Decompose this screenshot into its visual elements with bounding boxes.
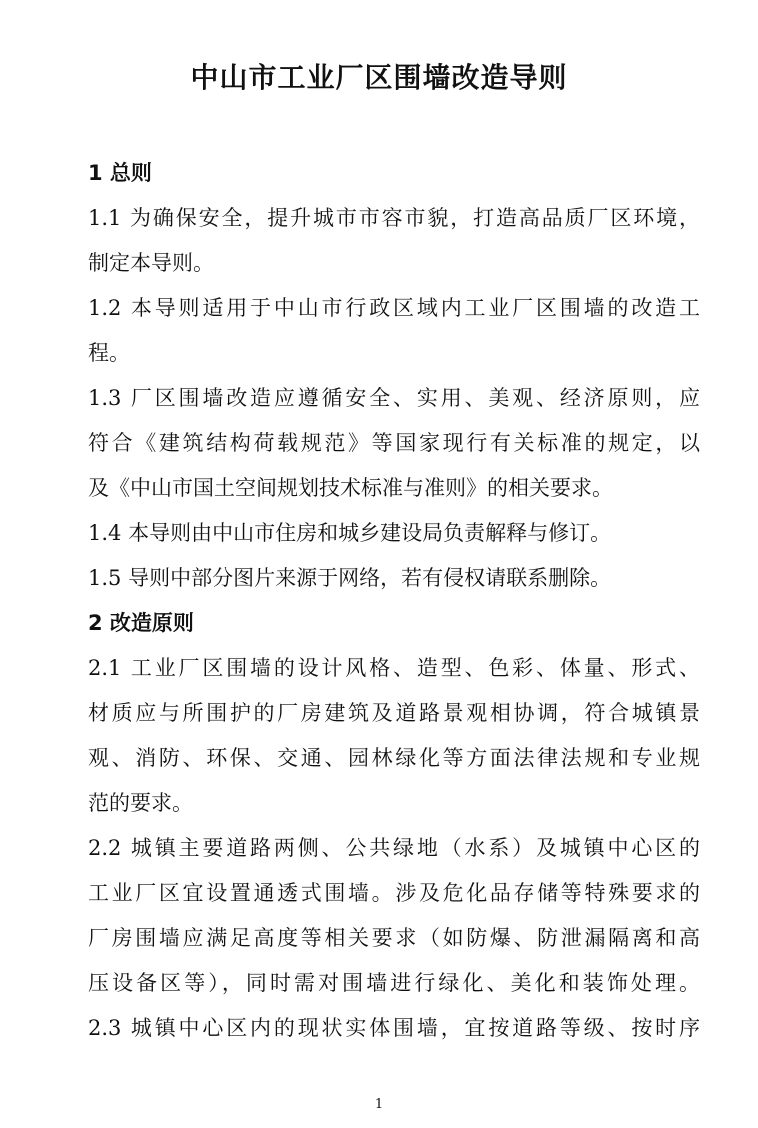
paragraph-1-2-line: 程。 xyxy=(88,341,130,365)
paragraph-2-1-line: 范的要求。 xyxy=(88,791,193,815)
document-title: 中山市工业厂区围墙改造导则 xyxy=(190,61,568,94)
paragraph-1-3-line: 符合《建筑结构荷载规范》等国家现行有关标准的规定，以 xyxy=(88,431,700,455)
section-heading-general: 1 总则 xyxy=(88,161,152,185)
paragraph-2-1-line: 2.1 工业厂区围墙的设计风格、造型、色彩、体量、形式、 xyxy=(88,656,700,680)
paragraph-1-4-line: 1.4 本导则由中山市住房和城乡建设局负责解释与修订。 xyxy=(88,521,612,545)
paragraph-2-1-line: 观、消防、环保、交通、园林绿化等方面法律法规和专业规 xyxy=(88,746,700,770)
paragraph-1-1-line: 制定本导则。 xyxy=(88,251,214,275)
paragraph-2-2-line: 压设备区等），同时需对围墙进行绿化、美化和装饰处理。 xyxy=(88,971,700,995)
paragraph-1-2-line: 1.2 本导则适用于中山市行政区域内工业厂区围墙的改造工 xyxy=(88,296,700,320)
paragraph-1-5-line: 1.5 导则中部分图片来源于网络，若有侵权请联系删除。 xyxy=(88,566,612,590)
paragraph-2-2-line: 厂房围墙应满足高度等相关要求（如防爆、防泄漏隔离和高 xyxy=(88,926,700,950)
paragraph-2-3-line: 2.3 城镇中心区内的现状实体围墙，宜按道路等级、按时序 xyxy=(88,1016,700,1040)
paragraph-1-3-line: 1.3 厂区围墙改造应遵循安全、实用、美观、经济原则，应 xyxy=(88,386,700,410)
paragraph-2-2-line: 工业厂区宜设置通透式围墙。涉及危化品存储等特殊要求的 xyxy=(88,881,700,905)
page-number: 1 xyxy=(374,1097,384,1112)
paragraph-1-3-line: 及《中山市国土空间规划技术标准与准则》的相关要求。 xyxy=(88,476,613,500)
document-body xyxy=(88,151,700,1051)
paragraph-2-2-line: 2.2 城镇主要道路两侧、公共绿地（水系）及城镇中心区的 xyxy=(88,836,700,860)
paragraph-2-1-line: 材质应与所围护的厂房建筑及道路景观相协调，符合城镇景 xyxy=(88,701,700,725)
section-heading-principles: 2 改造原则 xyxy=(88,611,194,635)
paragraph-1-1-line: 1.1 为确保安全，提升城市市容市貌，打造高品质厂区环境， xyxy=(88,206,700,230)
